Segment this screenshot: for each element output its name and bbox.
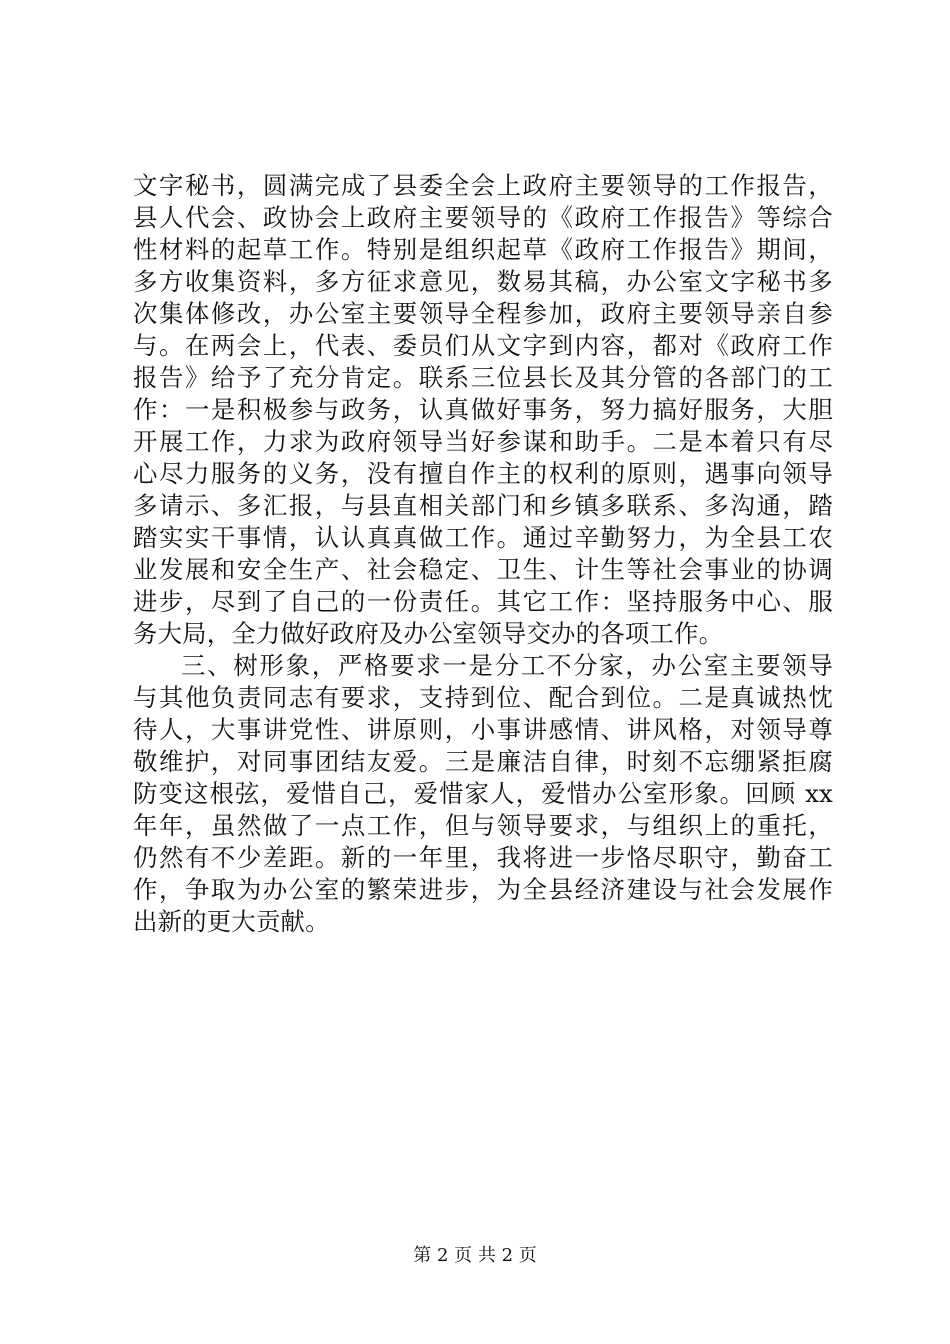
body-text-line: 心尽力服务的义务，没有擅自作主的权利的原则，遇事向领导 — [133, 459, 833, 488]
body-text-line: 仍然有不少差距。新的一年里，我将进一步恪尽职守，勤奋工 — [133, 843, 833, 872]
body-text-line: 防变这根弦，爱惜自己，爱惜家人，爱惜办公室形象。回顾 xx — [133, 779, 833, 808]
body-text-line: 文字秘书，圆满完成了县委全会上政府主要领导的工作报告， — [133, 171, 833, 200]
body-text-line: 业发展和安全生产、社会稳定、卫生、计生等社会事业的协调 — [133, 555, 833, 584]
body-text-line: 次集体修改，办公室主要领导全程参加，政府主要领导亲自参 — [133, 299, 833, 328]
body-text-line: 出新的更大贡献。 — [133, 907, 330, 936]
body-text-line: 作：一是积极参与政务，认真做好事务，努力搞好服务，大胆 — [133, 395, 833, 424]
body-text-line: 敬维护，对同事团结友爱。三是廉洁自律，时刻不忘绷紧拒腐 — [133, 747, 833, 776]
paragraph-start-line: 三、树形象，严格要求一是分工不分家，办公室主要领导 — [181, 651, 833, 680]
body-text-line: 多方收集资料，多方征求意见，数易其稿，办公室文字秘书多 — [133, 267, 833, 296]
body-text-line: 县人代会、政协会上政府主要领导的《政府工作报告》等综合 — [133, 203, 833, 232]
page-number-footer: 第 2 页 共 2 页 — [413, 1245, 537, 1266]
body-text-line: 作，争取为办公室的繁荣进步，为全县经济建设与社会发展作 — [133, 875, 833, 904]
body-text-line: 待人，大事讲党性、讲原则，小事讲感情、讲风格，对领导尊 — [133, 715, 833, 744]
body-text-line: 踏实实干事情，认认真真做工作。通过辛勤努力，为全县工农 — [133, 523, 833, 552]
body-text-line: 年年，虽然做了一点工作，但与领导要求，与组织上的重托， — [133, 811, 833, 840]
body-text-line: 报告》给予了充分肯定。联系三位县长及其分管的各部门的工 — [133, 363, 833, 392]
body-text-line: 进步，尽到了自己的一份责任。其它工作：坚持服务中心、服 — [133, 587, 833, 616]
body-text-line: 务大局，全力做好政府及办公室领导交办的各项工作。 — [133, 619, 724, 648]
body-text-line: 开展工作，力求为政府领导当好参谋和助手。二是本着只有尽 — [133, 427, 833, 456]
body-text-line: 与其他负责同志有要求，支持到位、配合到位。二是真诚热忱 — [133, 683, 833, 712]
body-text-line: 多请示、多汇报，与县直相关部门和乡镇多联系、多沟通，踏 — [133, 491, 833, 520]
body-text-line: 与。在两会上，代表、委员们从文字到内容，都对《政府工作 — [133, 331, 833, 360]
body-text-line: 性材料的起草工作。特别是组织起草《政府工作报告》期间， — [133, 235, 833, 264]
